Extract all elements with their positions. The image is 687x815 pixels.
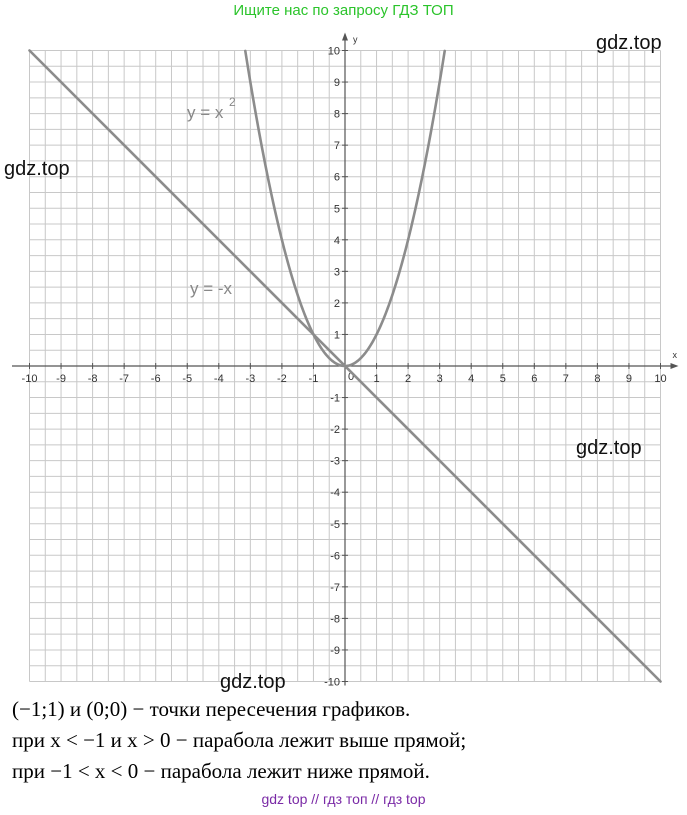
y-tick-label: -9 <box>330 644 340 657</box>
x-tick-label: -1 <box>308 373 319 385</box>
y-tick-label: 3 <box>333 266 340 279</box>
x-tick-label: -2 <box>277 373 287 385</box>
y-tick-label: -8 <box>330 613 340 626</box>
x-tick-label: 5 <box>499 373 506 385</box>
y-tick-label: 8 <box>333 108 340 121</box>
watermark-text: gdz.top <box>596 32 662 54</box>
y-tick-label: 10 <box>327 45 340 58</box>
x-tick-label: 7 <box>562 373 569 385</box>
x-tick-label: -7 <box>119 373 130 385</box>
x-tick-label: 2 <box>405 373 412 385</box>
y-tick-label: 9 <box>333 77 340 90</box>
solution-line: (−1;1) и (0;0) − точки пересечения графиков. <box>12 697 411 721</box>
x-tick-label: 3 <box>436 373 443 385</box>
x-tick-label: -6 <box>150 373 161 385</box>
origin-label: 0 <box>348 371 355 383</box>
x-tick-label: 6 <box>531 373 538 385</box>
y-tick-label: 7 <box>333 140 340 153</box>
y-tick-label: -4 <box>330 487 340 500</box>
y-tick-label: -2 <box>330 424 340 437</box>
y-axis-arrow <box>342 33 348 41</box>
y-tick-label: -5 <box>330 518 340 531</box>
y-tick-label: -6 <box>330 550 340 563</box>
watermark-text: gdz.top <box>4 158 70 180</box>
series-label-parabola: y = x <box>187 103 224 122</box>
y-tick-label: 5 <box>333 203 340 216</box>
x-tick-label: 4 <box>468 373 475 385</box>
solution-text <box>12 694 682 787</box>
y-tick-label: -3 <box>330 455 340 468</box>
top-banner: Ищите нас по запросу ГДЗ ТОП <box>233 2 454 19</box>
solution-line: при x < −1 и x > 0 − парабола лежит выше прямой; <box>12 728 467 752</box>
x-tick-label: -10 <box>21 373 38 385</box>
y-tick-label: 2 <box>333 297 340 310</box>
series-labels <box>187 95 236 298</box>
x-axis-arrow <box>671 363 679 369</box>
x-tick-label: -5 <box>182 373 193 385</box>
x-tick-label: -9 <box>56 373 66 385</box>
x-tick-label: -3 <box>245 373 256 385</box>
y-tick-label: -7 <box>330 581 340 594</box>
y-tick-label: 4 <box>333 234 340 247</box>
footer-text: gdz top // гдз топ // гдз top <box>261 791 426 807</box>
x-tick-label: 9 <box>625 373 633 385</box>
x-axis-label: x <box>672 350 677 360</box>
x-tick-label: 1 <box>373 373 380 385</box>
series-label-linear: y = -x <box>190 279 233 298</box>
watermark-text: gdz.top <box>576 437 642 459</box>
solution-line: при −1 < x < 0 − парабола лежит ниже прямой. <box>12 759 430 783</box>
y-axis-label: y <box>353 34 358 45</box>
series-label-parabola-exponent: 2 <box>229 95 236 109</box>
y-tick-label: 6 <box>333 171 340 184</box>
x-tick-label: 8 <box>594 373 601 385</box>
x-tick-label: 10 <box>654 373 667 385</box>
y-tick-label: -10 <box>324 676 340 689</box>
watermark-text: gdz.top <box>220 671 286 693</box>
y-tick-label: 1 <box>333 329 340 342</box>
x-tick-label: -4 <box>213 373 224 385</box>
y-tick-label: -1 <box>330 392 340 405</box>
x-tick-label: -8 <box>87 373 98 385</box>
axes <box>12 33 679 686</box>
